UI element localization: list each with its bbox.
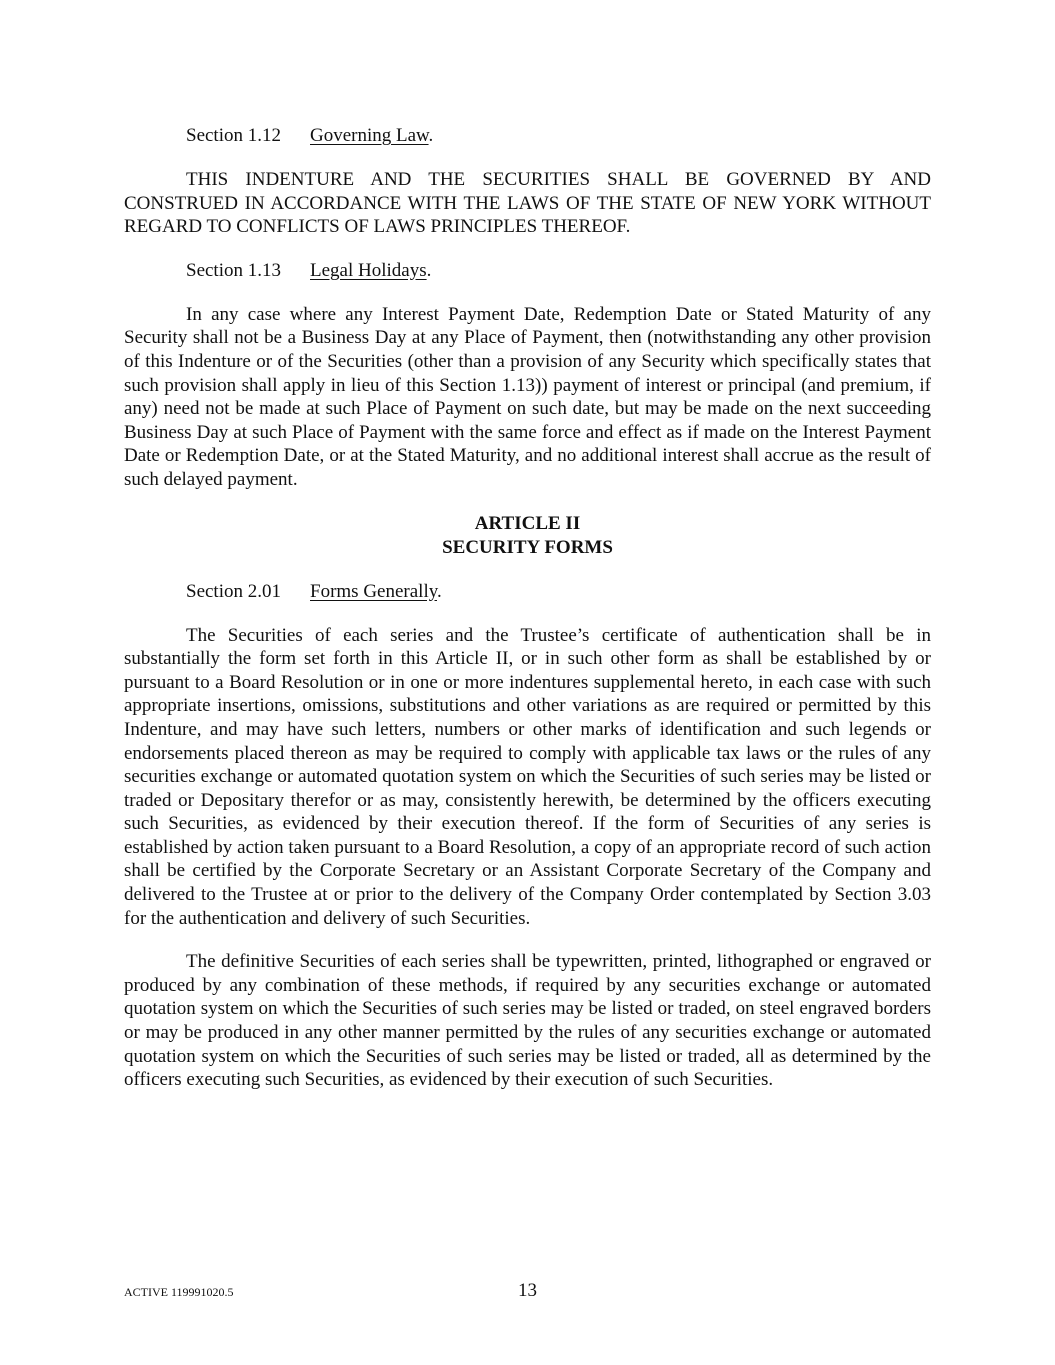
paragraph-definitive-securities: The definitive Securities of each series shall be typewritten, printed, lithographed or engraved or produced by any combination of these methods, if required by any securities exchange or automated quotation system on which the Securities of such series may be listed or traded, on steel engraved borders or may be produced in any other manner permitted by the rules of any securities exchange or automated quotation system on which the Securities of such series may be listed or traded, all as determined by the officers executing such Securities, as evidenced by their execution of such Securities. (124, 951, 931, 1091)
section-title: Governing Law (310, 125, 429, 146)
section-number: Section 1.12 (186, 125, 281, 146)
paragraph-legal-holidays: In any case where any Interest Payment Date, Redemption Date or Stated Maturity of any Security shall not be a Business Day at any Place of Payment, then (notwithstanding any other provision of this Indenture or of the Securities (other than a provision of any Security which specifically states that such provision shall apply in lieu of this Section 1.13)) payment of interest or principal (and premium, if any) need not be made at such Place of Payment on such date, but may be made on the next succeeding Business Day at such Place of Payment with the same force and effect as if made on the Interest Payment Date or Redemption Date, or at the Stated Maturity, and no additional interest shall accrue as the result of such delayed payment. (124, 303, 931, 490)
article-heading (124, 512, 931, 560)
footer-doc-id: ACTIVE 119991020.5 (124, 1285, 234, 1299)
section-title: Forms Generally (310, 580, 437, 602)
article-number: ARTICLE II (474, 512, 581, 534)
section-title: Legal Holidays (310, 259, 427, 281)
section-heading-1-13 (124, 259, 931, 283)
document-page (124, 124, 931, 1112)
section-number: Section 1.13 (186, 259, 281, 281)
section-heading-1-12 (124, 124, 931, 148)
section-number: Section 2.01 (186, 580, 281, 602)
paragraph-forms-generally: The Securities of each series and the Trustee’s certificate of authentication shall be in substantially the form set forth in this Article II, or in such other form as shall be established by or pursuant to a Board Resolution or in one or more indentures supplemental hereto, in each case with such appropriate insertions, omissions, substitutions and other variations as are required or permitted by this Indenture, and may have such letters, numbers or other marks of identification and such legends or endorsements placed thereon as may be required to comply with applicable tax laws or the rules of any securities exchange or automated quotation system on which the Securities of such series may be listed or traded or Depositary therefor or as may, consistently herewith, be determined by the officers executing such Securities, as evidenced by their execution thereof. If the form of Securities of any series is established by action taken pursuant to a Board Resolution, a copy of an appropriate record of such action shall be certified by the Corporate Secretary or an Assistant Corporate Secretary of the Company and delivered to the Trustee at or prior to the delivery of the Company Order contemplated by Section 3.03 for the authentication and delivery of such Securities. (124, 624, 931, 929)
section-heading-2-01 (124, 580, 931, 604)
section-punct: . (437, 580, 442, 602)
paragraph-governing-law: THIS INDENTURE AND THE SECURITIES SHALL BE GOVERNED BY AND CONSTRUED IN ACCORDANCE WITH THE LAWS OF THE STATE OF NEW YORK WITHOUT REGARD TO CONFLICTS OF LAWS PRINCIPLES THEREOF. (124, 169, 931, 238)
article-title: SECURITY FORMS (442, 536, 613, 558)
page-number: 13 (518, 1280, 537, 1301)
section-punct: . (428, 125, 434, 146)
section-punct: . (426, 259, 432, 281)
